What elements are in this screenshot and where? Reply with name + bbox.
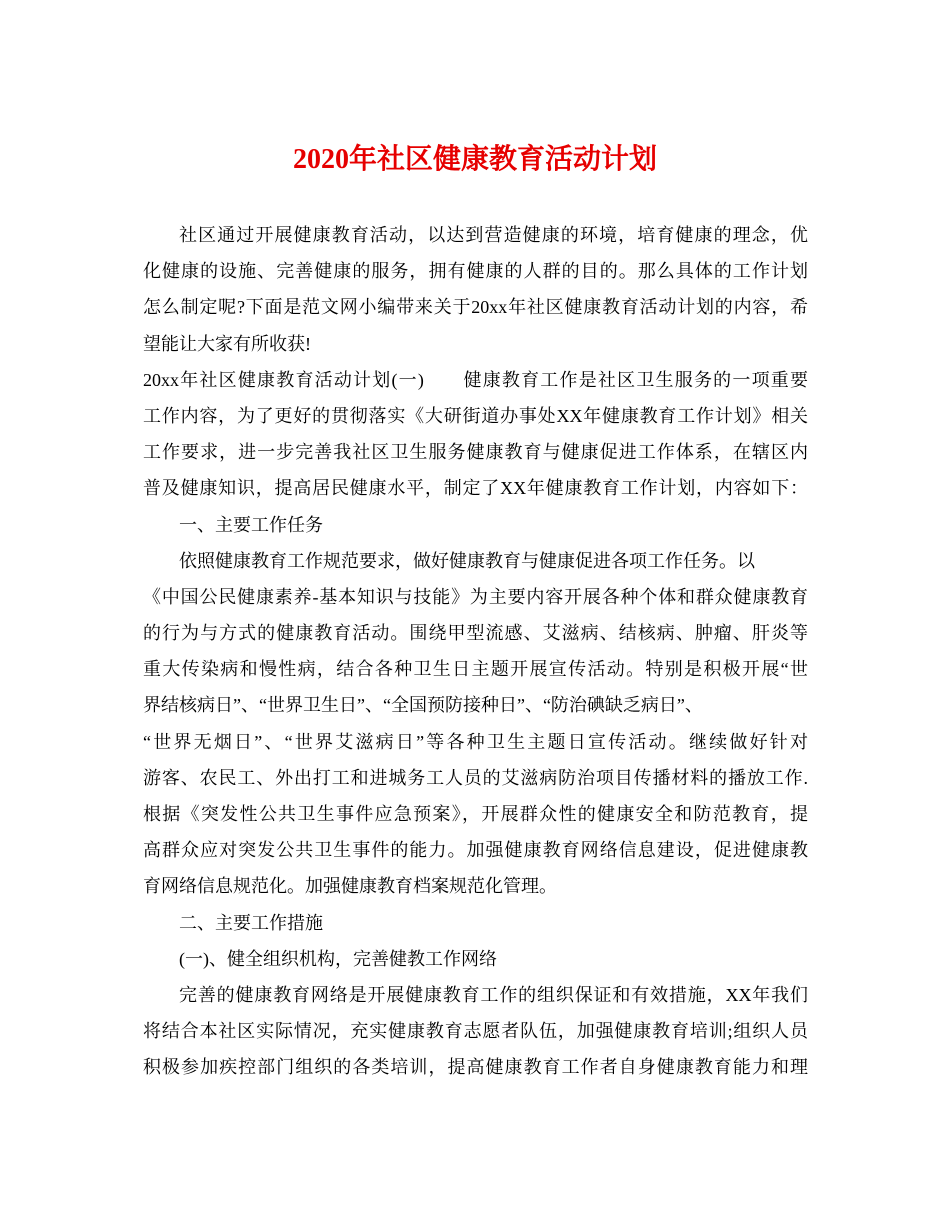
- paragraph-line: “世界无烟日”、“世界艾滋病日”等各种卫生主题日宣传活动。继续做好针对: [143, 731, 808, 752]
- paragraph-line: 20xx年社区健康教育活动计划(一) 健康教育工作是社区卫生服务的一项重要: [143, 369, 808, 390]
- paragraph-line: 游客、农民工、外出打工和进城务工人员的艾滋病防治项目传播材料的播放工作.: [143, 767, 808, 788]
- document-body: [143, 217, 808, 1086]
- section-heading-main-tasks: [143, 507, 808, 543]
- paragraph-line: 怎么制定呢?下面是范文网小编带来关于20xx年社区健康教育活动计划的内容，希: [143, 297, 808, 318]
- paragraph-line: 育网络信息规范化。加强健康教育档案规范化管理。: [143, 876, 557, 897]
- paragraph-line: 普及健康知识，提高居民健康水平，制定了XX年健康教育工作计划，内容如下：: [143, 478, 808, 499]
- subsection-heading: (一)、健全组织机构，完善健教工作网络: [179, 948, 497, 969]
- paragraph-line: 完善的健康教育网络是开展健康教育工作的组织保证和有效措施，XX年我们: [179, 984, 808, 1005]
- paragraph-line: 《中国公民健康素养-基本知识与技能》为主要内容开展各种个体和群众健康教育: [143, 586, 808, 607]
- paragraph-line: 社区通过开展健康教育活动，以达到营造健康的环境，培育健康的理念，优: [179, 225, 808, 245]
- paragraph-line: 依照健康教育工作规范要求，做好健康教育与健康促进各项工作任务。以: [179, 550, 755, 571]
- subsection-heading-organization: [143, 941, 808, 977]
- paragraph-main-tasks: [143, 543, 808, 905]
- paragraph-line: 工作内容，为了更好的贯彻落实《大研街道办事处XX年健康教育工作计划》相关: [143, 405, 808, 426]
- paragraph-intro: [143, 217, 808, 362]
- paragraph-organization: [143, 977, 808, 1086]
- paragraph-line: 积极参加疾控部门组织的各类培训，提高健康教育工作者自身健康教育能力和理: [143, 1057, 808, 1078]
- paragraph-line: 化健康的设施、完善健康的服务，拥有健康的人群的目的。那么具体的工作计划: [143, 261, 808, 282]
- paragraph-line: 界结核病日”、“世界卫生日”、“全国预防接种日”、“防治碘缺乏病日”、: [143, 695, 703, 716]
- paragraph-line: 根据《突发性公共卫生事件应急预案》，开展群众性的健康安全和防范教育，提: [143, 804, 808, 824]
- section-heading: 一、主要工作任务: [179, 514, 323, 535]
- paragraph-plan-intro: [143, 362, 808, 507]
- document-title: 2020年社区健康教育活动计划: [292, 144, 657, 175]
- section-heading-main-measures: [143, 905, 808, 941]
- paragraph-line: 高群众应对突发公共卫生事件的能力。加强健康教育网络信息建设，促进健康教: [143, 840, 808, 861]
- paragraph-line: 的行为与方式的健康教育活动。围绕甲型流感、艾滋病、结核病、肿瘤、肝炎等: [143, 623, 808, 644]
- paragraph-line: 望能让大家有所收获!: [143, 333, 311, 354]
- paragraph-line: 将结合本社区实际情况，充实健康教育志愿者队伍，加强健康教育培训;组织人员: [143, 1021, 808, 1042]
- paragraph-line: 重大传染病和慢性病，结合各种卫生日主题开展宣传活动。特别是积极开展“世: [143, 659, 808, 680]
- paragraph-line: 工作要求，进一步完善我社区卫生服务健康教育与健康促进工作体系，在辖区内: [143, 442, 808, 463]
- section-heading: 二、主要工作措施: [179, 912, 323, 933]
